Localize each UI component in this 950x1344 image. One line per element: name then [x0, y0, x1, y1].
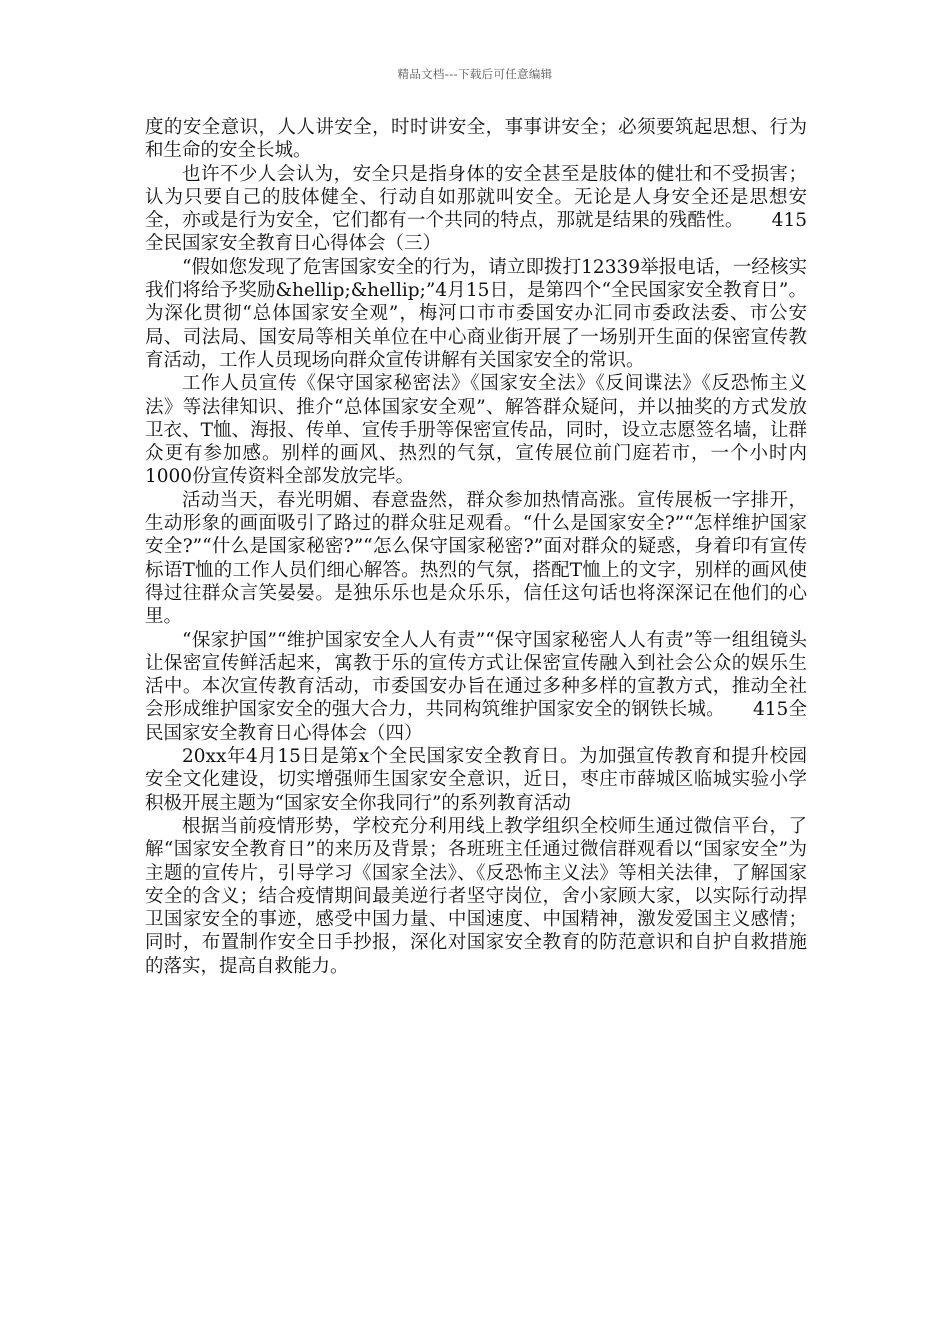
paragraph: 根据当前疫情形势，学校充分利用线上教学组织全校师生通过微信平台，了解“国家安全教育日”的来历及背景；各班班主任通过微信群观看以“国家安全”为主题的宣传片，引导学习《国家全法》、《反恐怖主义法》等相关法律，了解国家安全的含义；结合疫情期间最美逆行者坚守岗位，舍小家顾大家，以实际行动捍卫国家安全的事迹，感受中国力量、中国速度、中国精神，激发爱国主义感情；同时，布置制作安全日手抄报，深化对国家安全教育的防范意识和自护自救措施的落实，提高自救能力。: [145, 815, 807, 977]
paragraph: 也许不少人会认为，安全只是指身体的安全甚至是肢体的健壮和不受损害；认为只要自己的肢体健全、行动自如那就叫安全。无论是人身安全还是思想安全，亦或是行为安全，它们都有一个共同的特点，那就是结果的残酷性。 415全民国家安全教育日心得体会（三）: [145, 163, 807, 255]
paragraph: 工作人员宣传《保守国家秘密法》《国家安全法》《反间谍法》《反恐怖主义法》等法律知识、推介“总体国家安全观”、解答群众疑问，并以抽奖的方式发放卫衣、T恤、海报、传单、宣传手册等保密宣传品，同时，设立志愿签名墙，让群众更有参加感。别样的画风、热烈的气氛，宣传展位前门庭若市，一个小时内1000份宣传资料全部发放完毕。: [145, 373, 807, 488]
paragraph: 活动当天，春光明媚、春意盎然，群众参加热情高涨。宣传展板一字排开，生动形象的画面吸引了路过的群众驻足观看。“什么是国家安全?”“怎样维护国家安全?”“什么是国家秘密?”“怎么保守国家秘密?”面对群众的疑惑，身着印有宣传标语T恤的工作人员们细心解答。热烈的气氛，搭配T恤上的文字，别样的画风使得过往群众言笑晏晏。是独乐乐也是众乐乐，信任这句话也将深深记在他们的心里。: [145, 489, 807, 628]
paragraph: 度的安全意识，人人讲安全，时时讲安全，事事讲安全；必须要筑起思想、行为和生命的安全长城。: [145, 117, 807, 162]
paragraph: 20xx年4月15日是第x个全民国家安全教育日。为加强宣传教育和提升校园安全文化建设，切实增强师生国家安全意识，近日，枣庄市薛城区临城实验小学积极开展主题为“国家安全你我同行”的系列教育活动: [145, 746, 807, 814]
paragraph: “假如您发现了危害国家安全的行为，请立即拨打12339举报电话，一经核实我们将给予奖励&hellip;&hellip;”4月15日，是第四个“全民国家安全教育日”。为深化贯彻“总体国家安全观”，梅河口市市委国安办汇同市委政法委、市公安局、司法局、国安局等相关单位在中心商业街开展了一场别开生面的保密宣传教育活动，工作人员现场向群众宣传讲解有关国家安全的常识。: [145, 256, 807, 371]
paragraph: “保家护国”“维护国家安全人人有责”“保守国家秘密人人有责”等一组组镜头让保密宣传鲜活起来，寓教于乐的宣传方式让保密宣传融入到社会公众的娱乐生活中。本次宣传教育活动，市委国安办旨在通过多种多样的宣教方式，推动全社会形成维护国家安全的强大合力，共同构筑维护国家安全的钢铁长城。 415全民国家安全教育日心得体会（四）: [145, 629, 807, 744]
page-header: 精品文档---下载后可任意编辑: [397, 67, 553, 81]
document-body: [145, 116, 807, 978]
